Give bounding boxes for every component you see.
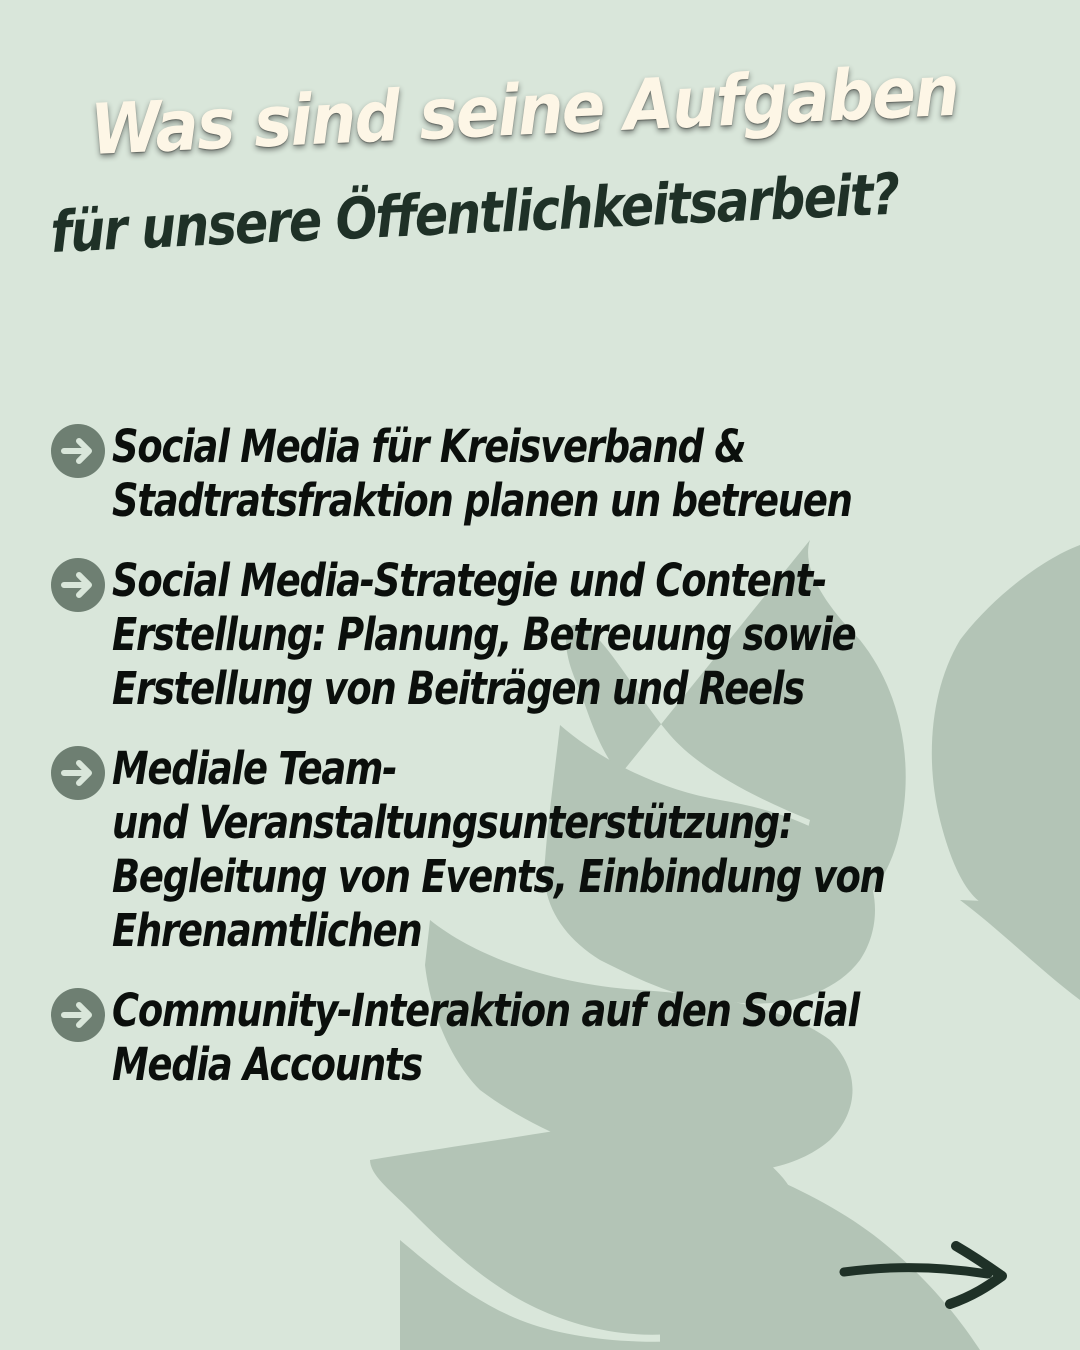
list-item [50,984,950,1092]
task-text: Social Media-Strategie und Content- Erstellung: Planung, Betreuung sowie Erstellung von Beiträgen und Reels [112,554,856,715]
task-list [50,420,950,1118]
arrow-right-icon[interactable] [838,1236,1010,1316]
task-text: Community-Interaktion auf den Social Media Accounts [112,984,859,1091]
task-text: Mediale Team- und Veranstaltungsunterstützung: Begleitung von Events, Einbindung von Ehrenamtlichen [112,742,885,957]
list-item [50,554,950,716]
title [0,0,1080,320]
title-secondary: für unsere Öffentlichkeitsarbeit? [49,161,900,266]
list-item [50,742,950,958]
task-text: Social Media für Kreisverband & Stadtratsfraktion planen un betreuen [112,420,852,527]
list-item [50,420,950,528]
arrow-circle-icon [50,423,106,479]
arrow-circle-icon [50,987,106,1043]
title-primary: Was sind seine Aufgaben [88,49,960,171]
arrow-circle-icon [50,557,106,613]
arrow-circle-icon [50,745,106,801]
